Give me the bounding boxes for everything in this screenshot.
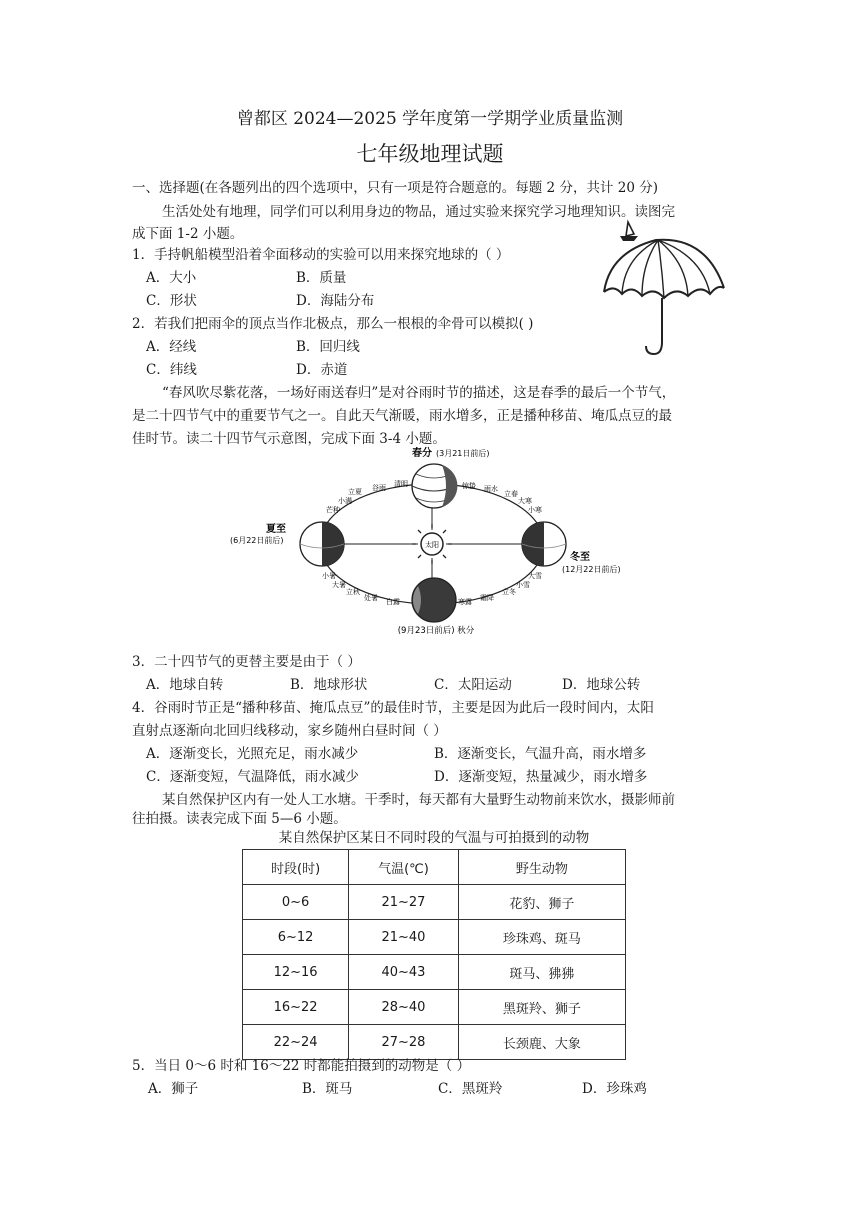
- table-cell: 花豹、狮子: [458, 885, 625, 920]
- term-label: 大雪: [528, 572, 542, 580]
- question-2-stem: 2．若我们把雨伞的顶点当作北极点，那么一根根的伞骨可以模拟( ): [132, 316, 534, 332]
- section-heading: 一、选择题(在各题列出的四个选项中，只有一项是符合题意的。每题 2 分，共计 20 分): [132, 180, 658, 196]
- term-label: 寒露: [458, 598, 472, 606]
- summer-solstice-date: (6月22日前后): [230, 536, 284, 545]
- table-header: 时段(时): [243, 850, 349, 885]
- table-cell: 28~40: [349, 990, 459, 1025]
- q3-option-a[interactable]: A．地球自转: [146, 677, 224, 693]
- table-cell: 珍珠鸡、斑马: [458, 920, 625, 955]
- passage-line: 某自然保护区内有一处人工水塘。干季时，每天都有大量野生动物前来饮水，摄影师前: [162, 792, 675, 808]
- q5-option-b[interactable]: B．斑马: [302, 1081, 353, 1097]
- q4-option-d[interactable]: D．逐渐变短，热量减少，雨水增多: [434, 769, 648, 785]
- term-label: 立秋: [346, 588, 360, 596]
- winter-solstice-date: (12月22日前后): [562, 565, 621, 574]
- table-cell: 0~6: [243, 885, 349, 920]
- passage-line: “春风吹尽紫花落，一场好雨送春归”是对谷雨时节的描述，这是春季的最后一个节气，: [162, 385, 676, 401]
- exam-title: 曾都区 2024—2025 学年度第一学期学业质量监测: [236, 109, 624, 129]
- term-label: 小暑: [322, 572, 336, 580]
- table-cell: 斑马、狒狒: [458, 955, 625, 990]
- passage-line: 是二十四节气中的重要节气之一。自此天气渐暖，雨水增多，正是播种移苗、埯瓜点豆的最: [132, 408, 672, 424]
- table-header-row: [243, 850, 626, 885]
- term-label: 白露: [386, 598, 400, 606]
- q1-option-b[interactable]: B．质量: [296, 270, 347, 286]
- table-header: 野生动物: [458, 850, 625, 885]
- autumn-equinox-caption: (9月23日前后) 秋分: [397, 626, 475, 636]
- table-cell: 21~27: [349, 885, 459, 920]
- question-5-stem: 5．当日 0～6 时和 16～22 时都能拍摄到的动物是（ ）: [132, 1058, 471, 1074]
- q5-option-c[interactable]: C．黑斑羚: [438, 1081, 503, 1097]
- term-label: 雨水: [484, 485, 498, 493]
- q2-option-c[interactable]: C．纬线: [146, 362, 197, 378]
- animals-table: [242, 849, 626, 1060]
- globe-spring-icon: [412, 464, 457, 508]
- term-label: 惊蛰: [462, 482, 476, 490]
- table-row: [243, 990, 626, 1025]
- table-row: [243, 955, 626, 990]
- q1-option-d[interactable]: D．海陆分布: [296, 293, 375, 309]
- term-label: 芒种: [326, 506, 340, 514]
- exam-subtitle: 七年级地理试题: [356, 142, 504, 166]
- question-1-stem: 1．手持帆船模型沿着伞面移动的实验可以用来探究地球的（ ）: [132, 247, 510, 263]
- passage-line: 佳时节。读二十四节气示意图，完成下面 3-4 小题。: [132, 431, 446, 447]
- term-label: 立冬: [502, 588, 516, 596]
- q3-option-b[interactable]: B．地球形状: [290, 677, 368, 693]
- umbrella-illustration: [596, 214, 736, 360]
- question-4-stem-line2: 直射点逐渐向北回归线移动，家乡随州白昼时间（ ）: [132, 723, 447, 739]
- term-label: 霜降: [480, 594, 494, 602]
- table-cell: 6~12: [243, 920, 349, 955]
- term-label: 大暑: [332, 581, 346, 589]
- q1-option-c[interactable]: C．形状: [146, 293, 197, 309]
- table-cell: 16~22: [243, 990, 349, 1025]
- q5-option-d[interactable]: D．珍珠鸡: [582, 1081, 647, 1097]
- term-label: 小雪: [516, 581, 530, 589]
- q3-option-d[interactable]: D．地球公转: [562, 677, 641, 693]
- winter-solstice-label: 冬至: [570, 552, 590, 563]
- term-label: 大寒: [518, 497, 532, 505]
- summer-solstice-label: 夏至: [266, 524, 286, 535]
- q1-option-a[interactable]: A．大小: [146, 270, 197, 286]
- globe-winter-icon: [522, 522, 566, 566]
- table-cell: 40~43: [349, 955, 459, 990]
- q2-option-a[interactable]: A．经线: [146, 339, 197, 355]
- table-row: [243, 885, 626, 920]
- q4-option-b[interactable]: B．逐渐变长，气温升高，雨水增多: [434, 746, 647, 762]
- term-label: 谷雨: [372, 484, 386, 492]
- q3-option-c[interactable]: C．太阳运动: [434, 677, 512, 693]
- term-label: 小满: [338, 497, 352, 505]
- table-cell: 27~28: [349, 1025, 459, 1060]
- table-caption: 某自然保护区某日不同时段的气温与可拍摄到的动物: [278, 830, 590, 846]
- question-3-stem: 3．二十四节气的更替主要是由于（ ）: [132, 654, 361, 670]
- q2-option-d[interactable]: D．赤道: [296, 362, 348, 378]
- term-label: 立夏: [348, 488, 362, 496]
- table-cell: 长颈鹿、大象: [458, 1025, 625, 1060]
- globe-autumn-icon: [412, 578, 456, 622]
- table-cell: 21~40: [349, 920, 459, 955]
- term-label: 小寒: [528, 506, 542, 514]
- passage-line: 往拍摄。读表完成下面 5—6 小题。: [132, 811, 347, 827]
- solar-terms-diagram: [222, 444, 638, 640]
- q5-option-a[interactable]: A．狮子: [148, 1081, 199, 1097]
- intro-line: 成下面 1-2 小题。: [132, 226, 244, 242]
- term-label: 处暑: [364, 594, 378, 602]
- table-cell: 黑斑羚、狮子: [458, 990, 625, 1025]
- intro-line: 生活处处有地理，同学们可以利用身边的物品，通过实验来探究学习地理知识。读图完: [162, 204, 675, 220]
- table-cell: 22~24: [243, 1025, 349, 1060]
- spring-equinox-label: 春分: [412, 448, 432, 459]
- q4-option-a[interactable]: A．逐渐变长，光照充足，雨水减少: [146, 746, 359, 762]
- term-label: 立春: [504, 490, 518, 498]
- table-row: [243, 920, 626, 955]
- sun-label: 太阳: [425, 541, 439, 549]
- table-cell: 12~16: [243, 955, 349, 990]
- q4-option-c[interactable]: C．逐渐变短，气温降低，雨水减少: [146, 769, 359, 785]
- table-header: 气温(℃): [349, 850, 459, 885]
- spring-equinox-date: (3月21日前后): [436, 449, 490, 458]
- term-label: 清明: [394, 480, 408, 488]
- q2-option-b[interactable]: B．回归线: [296, 339, 360, 355]
- question-4-stem-line1: 4．谷雨时节正是“播种移苗、掩瓜点豆”的最佳时节，主要是因为此后一段时间内，太阳: [132, 700, 654, 716]
- globe-summer-icon: [300, 522, 344, 566]
